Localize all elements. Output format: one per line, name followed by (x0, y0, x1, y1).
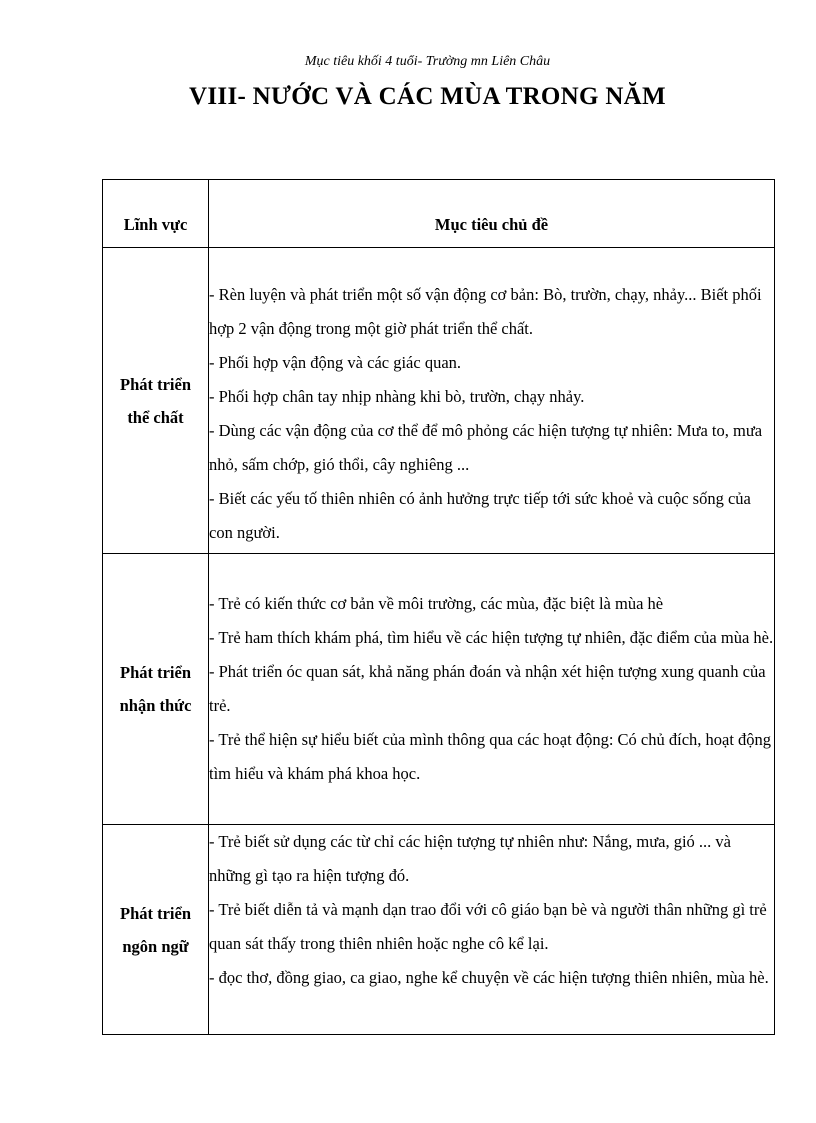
domain-label-line: ngôn ngữ (122, 936, 189, 956)
domain-cell-cognitive (103, 554, 209, 825)
column-header-goals: Mục tiêu chủ đề (209, 180, 775, 248)
goals-cell-physical (209, 248, 775, 554)
goals-cell-cognitive (209, 554, 775, 825)
table-row (103, 825, 775, 1035)
goals-table (102, 179, 775, 1035)
table-row (103, 554, 775, 825)
goal-item: - Phối hợp chân tay nhịp nhàng khi bò, trườn, chạy nhảy. (209, 387, 585, 406)
domain-label-line: Phát triển (119, 903, 192, 923)
domain-label-line: thể chất (127, 407, 184, 427)
domain-label-line: nhận thức (119, 696, 192, 715)
domain-cell-physical (103, 248, 209, 554)
domain-label-line: Phát triển (119, 663, 192, 682)
goal-item: - đọc thơ, đồng giao, ca giao, nghe kể chuyện về các hiện tượng thiên nhiên, mùa hè. (209, 968, 769, 987)
domain-cell-language (103, 825, 209, 1035)
goal-item: - Trẻ thể hiện sự hiểu biết của mình thông qua các hoạt động: Có chủ đích, hoạt động tìm hiểu và khám phá khoa học. (209, 730, 772, 783)
document-header-note: Mục tiêu khối 4 tuổi- Trường mn Liên Châu (304, 54, 551, 69)
goal-item: - Trẻ ham thích khám phá, tìm hiểu về các hiện tượng tự nhiên, đặc điểm của mùa hè. (209, 628, 774, 647)
goal-item: - Trẻ biết sử dụng các từ chỉ các hiện tượng tự nhiên như: Nắng, mưa, gió ... và những gì tạo ra hiện tượng đó. (209, 832, 731, 885)
goal-item: - Dùng các vận động của cơ thể để mô phỏng các hiện tượng tự nhiên: Mưa to, mưa nhỏ, sấm chớp, gió thổi, cây nghiêng ... (209, 421, 763, 474)
goals-cell-language (209, 825, 775, 1035)
goal-item: - Trẻ biết diễn tả và mạnh dạn trao đổi với cô giáo bạn bè và người thân những gì trẻ quan sát thấy trong thiên nhiên hoặc nghe cô kể lại. (209, 900, 767, 953)
goal-item: - Trẻ có kiến thức cơ bản về môi trường, các mùa, đặc biệt là mùa hè (209, 594, 664, 613)
page-title: VIII- NƯỚC VÀ CÁC MÙA TRONG NĂM (189, 83, 666, 110)
column-header-domain: Lĩnh vực (103, 180, 209, 248)
domain-label-line: Phát triển (119, 374, 192, 394)
table-header-row (103, 180, 775, 248)
goal-item: - Rèn luyện và phát triển một số vận động cơ bản: Bò, trườn, chạy, nhảy... Biết phối hợp 2 vận động trong một giờ phát triển thể chất. (209, 285, 762, 338)
table-row (103, 248, 775, 554)
goal-item: - Biết các yếu tố thiên nhiên có ảnh hưởng trực tiếp tới sức khoẻ và cuộc sống của con người. (209, 489, 751, 542)
goal-item: - Phát triển óc quan sát, khả năng phán đoán và nhận xét hiện tượng xung quanh của trẻ. (209, 662, 766, 715)
goal-item: - Phối hợp vận động và các giác quan. (209, 353, 462, 372)
